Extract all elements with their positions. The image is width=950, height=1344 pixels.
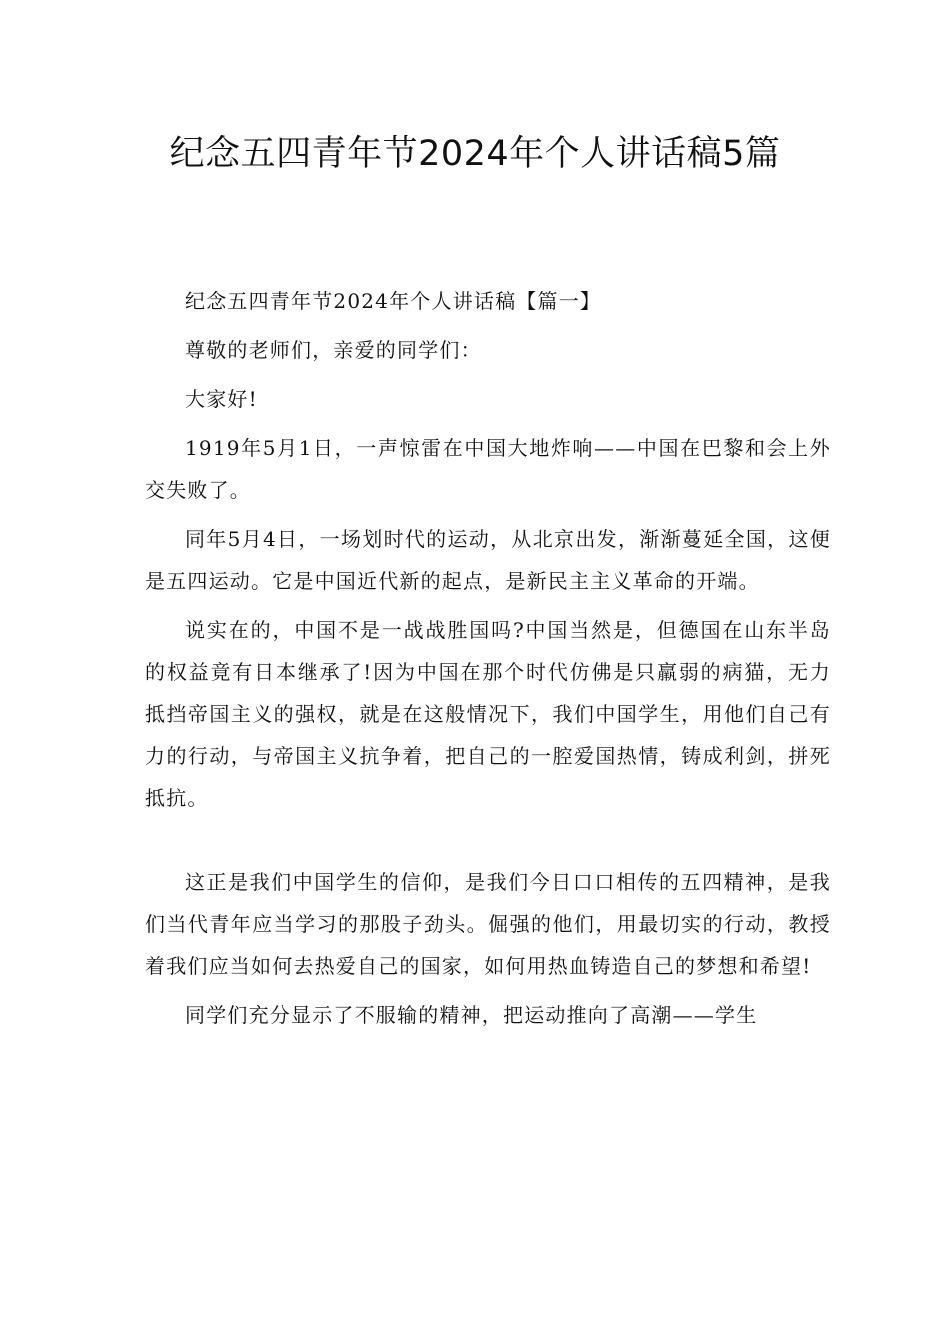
paragraph: 说实在的，中国不是一战战胜国吗?中国当然是，但德国在山东半岛的权益竟有日本继承了!因为中国在那个时代仿佛是只羸弱的病猫，无力抵挡帝国主义的强权，就是在这般情况下，我们中国学生，用他们自己有力的行动，与帝国主义抗争着，把自己的一腔爱国热情，铸成利剑，拼死抵抗。 [145, 618, 831, 810]
paragraph: 同学们充分显示了不服输的精神，把运动推向了高潮——学生 [185, 1003, 758, 1027]
paragraph: 这正是我们中国学生的信仰，是我们今日口口相传的五四精神，是我们当代青年应当学习的那股子劲头。倔强的他们，用最切实的行动，教授着我们应当如何去热爱自己的国家，如何用热血铸造自己的梦想和希望! [145, 870, 831, 978]
paragraph: 同年5月4日，一场划时代的运动，从北京出发，渐渐蔓延全国，这便是五四运动。它是中国近代新的起点，是新民主主义革命的开端。 [145, 527, 831, 593]
salutation: 尊敬的老师们，亲爱的同学们： [185, 338, 482, 362]
document-body [145, 280, 831, 1043]
document-title: 纪念五四青年节2024年个人讲话稿5篇 [169, 134, 781, 174]
greeting: 大家好! [185, 387, 258, 411]
section-heading: 纪念五四青年节2024年个人讲话稿【篇一】 [185, 289, 602, 313]
paragraph: 1919年5月1日，一声惊雷在中国大地炸响——中国在巴黎和会上外交失败了。 [145, 436, 831, 502]
